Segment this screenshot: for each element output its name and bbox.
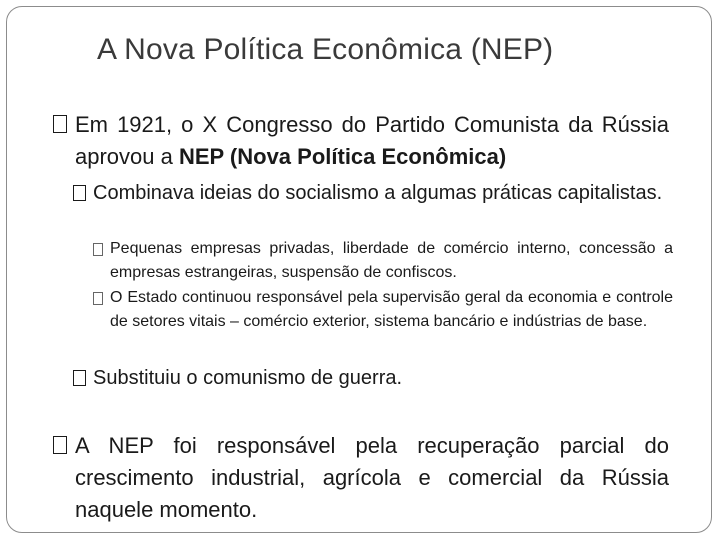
- bullet-text: Substituiu o comunismo de guerra.: [93, 367, 403, 389]
- box-bullet-icon: [73, 364, 86, 395]
- bullet-item-1: [53, 109, 669, 173]
- bullet-item-6: [53, 430, 669, 526]
- bullet-text: Pequenas empresas privadas, liberdade de comércio interno, concessão a empresas estrangeiras, suspensão de confiscos.: [110, 240, 673, 281]
- box-bullet-icon: [93, 288, 103, 313]
- bullet-text: O Estado continuou responsável pela supervisão geral da economia e controle de setores vitais – comércio exterior, sistema bancário e indústrias de base.: [110, 289, 673, 330]
- box-bullet-icon: [53, 430, 67, 464]
- slide-title: A Nova Política Econômica (NEP): [97, 33, 554, 66]
- box-bullet-icon: [53, 109, 67, 143]
- bullet-text: A NEP foi responsável pela recuperação parcial do crescimento industrial, agrícola e comercial da Rússia naquele momento.: [75, 433, 669, 522]
- bullet-text: Combinava ideias do socialismo a algumas práticas capitalistas.: [93, 182, 663, 204]
- bullet-bold-text: NEP (Nova Política Econômica): [178, 144, 507, 169]
- bullet-text: Em 1921, o X Congresso do Partido Comunista da Rússia aprovou a: [75, 112, 669, 169]
- bullet-item-4: [93, 286, 673, 334]
- box-bullet-icon: [73, 179, 86, 210]
- slide-frame: [6, 6, 712, 533]
- box-bullet-icon: [93, 239, 103, 264]
- bullet-item-3: [93, 237, 673, 285]
- bullet-item-2: [73, 179, 671, 208]
- bullet-item-5: [73, 364, 671, 393]
